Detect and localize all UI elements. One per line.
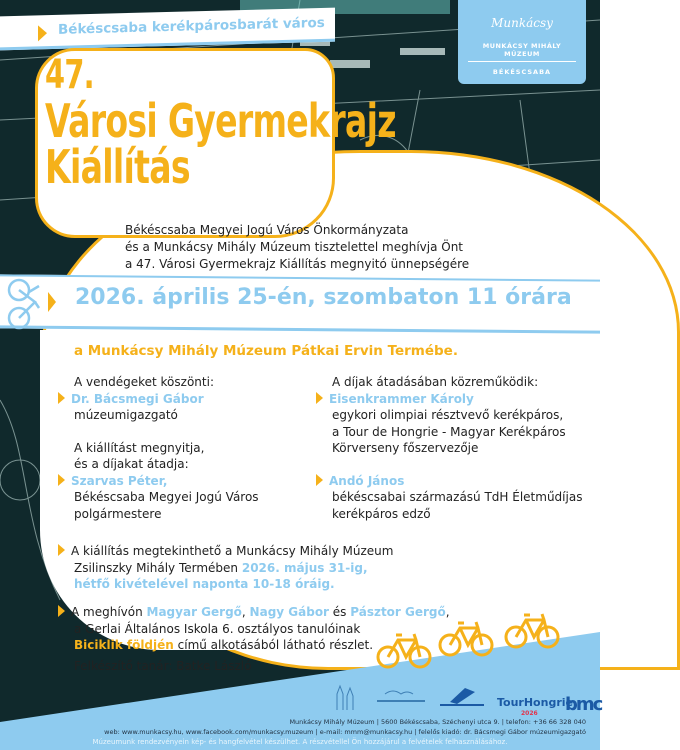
title-line: Kiállítás (45, 140, 190, 194)
svg-text:bmc: bmc (565, 694, 602, 715)
person-name: Dr. Bácsmegi Gábor (71, 391, 204, 406)
teacher: Felkészítő tanár: Batke László (74, 658, 252, 673)
person-role: Békéscsaba Megyei Jogú Város (74, 490, 259, 504)
person-role: a Tour de Hongrie - Magyar Kerékpáros (332, 424, 566, 439)
person-role: békéscsabai származású TdH Életműdíjas (332, 490, 583, 504)
student-name: Nagy Gábor (249, 605, 329, 619)
text: a Gerlai Általános Iskola 6. osztályos tanulóinak (74, 621, 361, 636)
intro-line: és a Munkácsy Mihály Múzeum tisztelettel meghívja Önt (125, 240, 464, 254)
label: A kiállítást megnyitja, (74, 440, 205, 455)
text: A kiállítás megtekinthető a Munkácsy Mihály Múzeum (71, 544, 394, 558)
logo-name: MUNKÁCSY MIHÁLY MÚZEUM (468, 42, 576, 62)
museum-logo-small (377, 691, 425, 702)
student-name: Magyar Gergő (146, 605, 242, 619)
label: és a díjakat átadja: (74, 457, 189, 471)
person-name: Eisenkrammer Károly (329, 391, 474, 406)
bmc-logo (565, 694, 603, 715)
label: A díjak átadásában közreműködik: (332, 375, 539, 389)
label: A vendégeket köszönti: (74, 375, 214, 389)
student-name: Pásztor Gergő (350, 605, 446, 619)
logo-signature: Munkácsy (491, 16, 553, 30)
bicycles-decoration (378, 610, 600, 670)
person-name: Andó János (329, 473, 405, 488)
event-venue: a Munkácsy Mihály Múzeum Pátkai Ervin Termébe. (74, 343, 458, 359)
intro-line: a 47. Városi Gyermekrajz Kiállítás megnyitó ünnepségére (125, 257, 470, 271)
person-name: Szarvas Péter, (71, 473, 168, 488)
text: Zsilinszky Mihály Termében (74, 560, 242, 575)
artwork-title: Biciklik földjén (74, 638, 174, 652)
svg-text:TourHongrie: TourHongrie (497, 696, 573, 709)
logo-city: BÉKÉSCSABA (492, 68, 552, 76)
partner-logos (325, 680, 602, 720)
footer-contact (104, 717, 586, 737)
city-banner-text: Békéscsaba kerékpárosbarát város (58, 14, 325, 38)
end-date: 2026. május 31-ig, (241, 560, 368, 575)
opening-hours: hétfő kivételével naponta 10-18 óráig. (74, 577, 335, 591)
footer-address: Munkácsy Mihály Múzeum | 5600 Békéscsaba, Széchenyi utca 9. | telefon: +36 66 328 040 (289, 718, 586, 726)
friends-society-logo (440, 688, 484, 706)
tour-de-hongrie-logo (497, 696, 573, 717)
person-role: polgármestere (74, 506, 162, 521)
text: című alkotásából látható részlet. (173, 638, 374, 652)
person-role: múzeumigazgató (74, 408, 178, 422)
title-line: 47. (45, 52, 94, 98)
footer-web-email: web: www.munkacsy.hu, www.facebook.com/munkacsy.muzeum | e-mail: mmm@munkacsy.hu | felelős kiadó: dr. Bácsmegi Gábor múzeumigazgató (104, 728, 586, 736)
text: és (328, 605, 351, 619)
title-line: Városi Gyermekrajz (45, 94, 396, 148)
person-role: Körverseny főszervezője (332, 441, 479, 455)
person-role: kerékpáros edző (332, 506, 431, 521)
person-role: egykori olimpiai résztvevő kerékpáros, (332, 408, 564, 422)
bekescsaba-logo (337, 686, 353, 710)
text: A meghívón (71, 605, 147, 619)
intro-line: Békéscsaba Megyei Jogú Város Önkormányzata (125, 223, 409, 237)
event-date: 2026. április 25-én, szombaton 11 órára (75, 285, 572, 310)
text: , (241, 605, 250, 619)
text: , (445, 605, 450, 619)
footer-note: Múzeumunk rendezvényein kép- és hangfelvétel készülhet. A részvétellel Ön hozzájárul a felvételek felhasználásához. (92, 738, 508, 746)
svg-text:2026: 2026 (521, 710, 538, 717)
